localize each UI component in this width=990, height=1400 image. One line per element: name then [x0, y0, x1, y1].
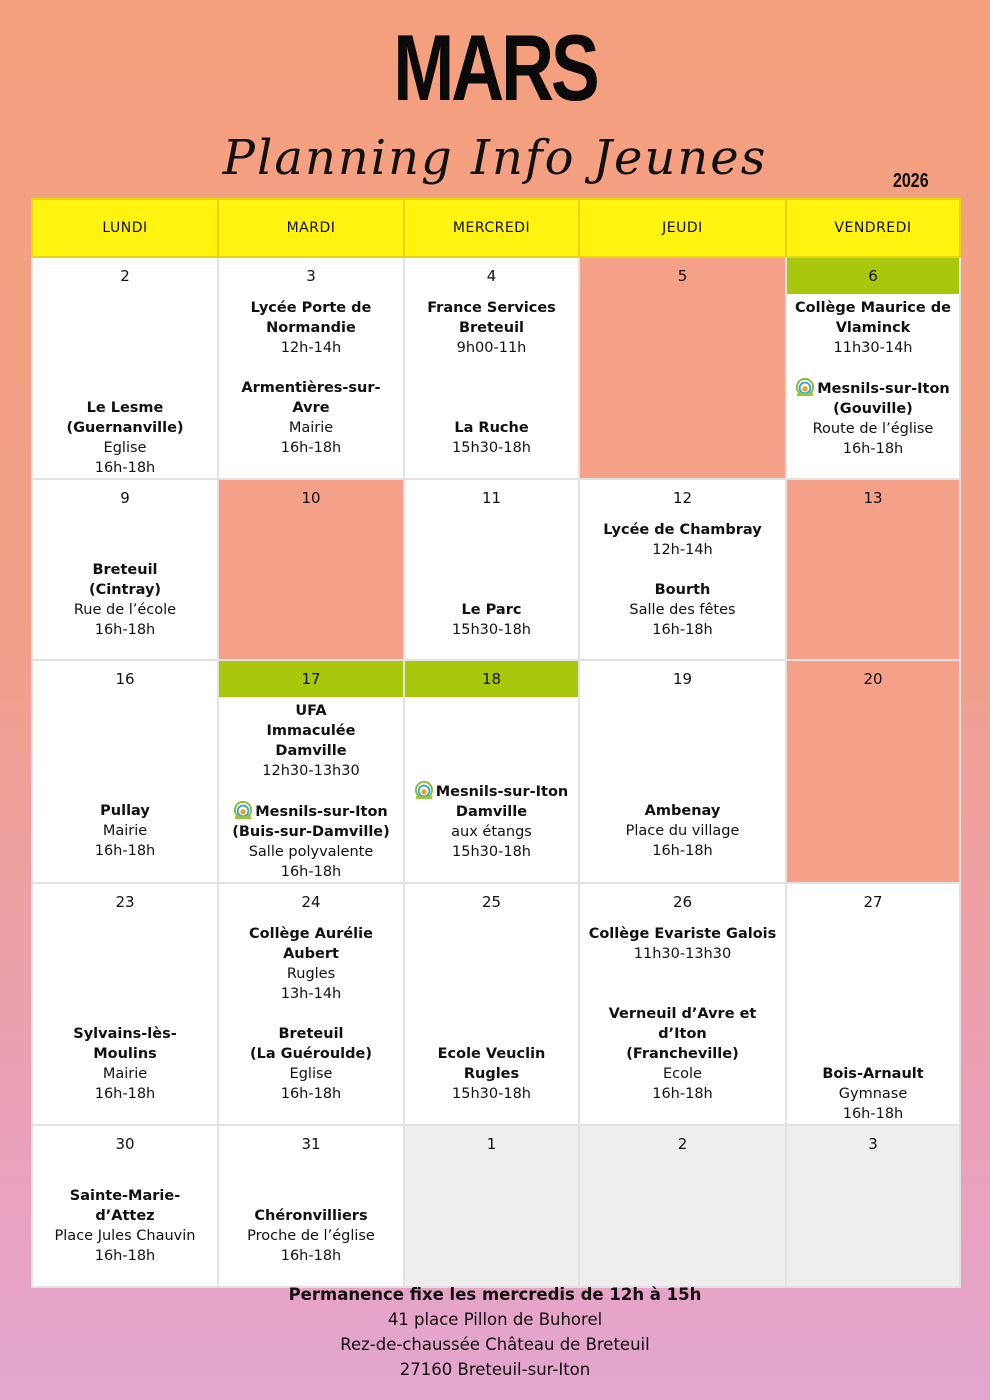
event	[219, 298, 403, 358]
event	[405, 781, 578, 862]
event	[405, 1044, 578, 1104]
day-cell	[218, 1125, 404, 1287]
event-place: Gymnase	[838, 1086, 908, 1102]
event-place: Salle des fêtes	[629, 602, 736, 618]
event-place: Ecole	[663, 1066, 702, 1082]
event-time: 12h-14h	[280, 340, 342, 356]
event-time: 16h-18h	[94, 622, 156, 638]
day-number: 4	[486, 267, 497, 285]
day-number: 23	[115, 893, 135, 911]
event	[787, 1064, 959, 1124]
event	[219, 924, 403, 1004]
day-cell	[404, 257, 579, 479]
event-name: Le Parc	[461, 602, 522, 618]
day-number: 25	[481, 893, 502, 911]
event-sub: (Buis-sur-Damville)	[232, 824, 390, 840]
day-number: 31	[301, 1135, 321, 1153]
weekday-jeudi: JEUDI	[579, 199, 786, 257]
weekday-mercredi: MERCREDI	[404, 199, 579, 257]
event	[580, 520, 785, 560]
event-time: 16h-18h	[652, 622, 713, 638]
day-number: 5	[677, 267, 688, 285]
event	[580, 1004, 785, 1104]
event-name: Mesnils-sur-Iton	[787, 378, 959, 399]
week-row	[32, 1125, 960, 1287]
day-cell	[579, 479, 786, 660]
event	[219, 701, 403, 781]
event-time: 9h00-11h	[456, 340, 527, 356]
day-cell	[404, 479, 579, 660]
event-time: 16h-18h	[280, 1086, 342, 1102]
event-time: 11h30-13h30	[633, 946, 732, 962]
event-time: 16h-18h	[652, 1086, 713, 1102]
event-place: Mairie	[288, 420, 334, 436]
event-time: 16h-18h	[94, 460, 156, 476]
day-cell	[404, 883, 579, 1125]
day-cell-highlighted	[218, 660, 404, 883]
event	[33, 398, 217, 478]
permanence-hours: Permanence fixe les mercredis de 12h à 15h	[288, 1285, 702, 1304]
event	[33, 1186, 217, 1266]
day-number: 20	[863, 670, 883, 688]
day-number: 19	[672, 670, 693, 688]
event-name: Ambenay	[644, 803, 721, 819]
event-place: Mairie	[102, 1066, 148, 1082]
day-cell	[32, 883, 218, 1125]
event-name: Verneuil d’Avre et d’Iton	[608, 1006, 757, 1042]
day-cell-next-month	[786, 1125, 960, 1287]
day-number: 12	[672, 489, 693, 507]
day-cell	[786, 883, 960, 1125]
calendar-grid	[31, 198, 961, 1288]
event-name: Breteuil	[92, 562, 158, 578]
day-cell	[32, 479, 218, 660]
day-number: 10	[301, 489, 321, 507]
event	[580, 580, 785, 640]
day-cell	[218, 257, 404, 479]
mesnils-sur-iton-logo-icon	[415, 781, 433, 799]
event-name: Bois-Arnault	[822, 1066, 924, 1082]
weekday-header-row	[32, 199, 960, 257]
weekday-lundi: LUNDI	[32, 199, 218, 257]
mesnils-sur-iton-logo-icon	[796, 378, 814, 396]
event-time: 16h-18h	[842, 441, 904, 457]
event-name: Pullay	[100, 803, 150, 819]
event-time: 13h-14h	[280, 986, 342, 1002]
event	[219, 801, 403, 882]
event-name: Lycée de Chambray	[603, 522, 762, 538]
event-time: 15h30-18h	[452, 622, 531, 638]
event-name: UFA Immaculée Damville	[266, 703, 356, 759]
event-time: 16h-18h	[280, 1248, 342, 1264]
event-time: 16h-18h	[94, 1086, 156, 1102]
event-time: 11h30-14h	[833, 340, 913, 356]
event-time: 16h-18h	[280, 864, 342, 880]
event-name: Collège Maurice de Vlaminck	[795, 300, 951, 336]
year-label: 2026	[893, 170, 929, 192]
week-row	[32, 257, 960, 479]
event-name: Armentières-sur-Avre	[241, 380, 381, 416]
event	[219, 1206, 403, 1266]
day-number: 1	[486, 1135, 497, 1153]
event-time: 16h-18h	[94, 843, 156, 859]
week-row	[32, 883, 960, 1125]
event-place: Eglise	[289, 1066, 333, 1082]
event-time: 16h-18h	[280, 440, 342, 456]
day-number: 30	[115, 1135, 135, 1153]
address-line-1: 41 place Pillon de Buhorel	[387, 1310, 603, 1329]
week-row	[32, 479, 960, 660]
event-place: Mairie	[102, 823, 148, 839]
mesnils-sur-iton-logo-icon	[234, 801, 252, 819]
event-name: Ecole Veuclin	[437, 1046, 546, 1062]
day-number: 16	[115, 670, 135, 688]
footer-info	[0, 1282, 990, 1382]
event-name: Sainte-Marie-d’Attez	[69, 1188, 181, 1224]
event-time: 12h-14h	[652, 542, 713, 558]
week-row	[32, 660, 960, 883]
event-time: 16h-18h	[652, 843, 713, 859]
event	[405, 600, 578, 640]
event-name: Mesnils-sur-Iton	[219, 801, 403, 822]
page-subtitle: Planning Info Jeunes	[222, 130, 768, 186]
day-number: 24	[301, 893, 321, 911]
day-number: 26	[672, 893, 693, 911]
day-cell	[32, 660, 218, 883]
event-name: Sylvains-lès-Moulins	[73, 1026, 177, 1062]
day-number: 18	[405, 661, 578, 697]
event-sub: (La Guéroulde)	[249, 1046, 372, 1062]
day-cell-closed	[786, 479, 960, 660]
day-number: 2	[677, 1135, 688, 1153]
event-place: Rue de l’école	[73, 602, 177, 618]
event-name: Collège Evariste Galois	[588, 926, 777, 942]
event-time: 16h-18h	[842, 1106, 904, 1122]
day-number: 11	[481, 489, 502, 507]
event	[580, 924, 785, 964]
event-place: aux étangs	[451, 824, 532, 840]
event-time: 15h30-18h	[452, 844, 531, 860]
day-number: 13	[863, 489, 883, 507]
day-cell-closed	[579, 257, 786, 479]
day-number: 17	[219, 661, 403, 697]
event	[219, 378, 403, 458]
event-name: Le Lesme	[86, 400, 164, 416]
day-cell	[579, 883, 786, 1125]
day-cell-next-month	[404, 1125, 579, 1287]
event-time: 12h30-13h30	[262, 763, 360, 779]
event-sub: (Cintray)	[88, 582, 162, 598]
address-line-3: 27160 Breteuil-sur-Iton	[399, 1360, 591, 1379]
event-place: Salle polyvalente	[248, 844, 374, 860]
month-title: MARS	[393, 15, 597, 120]
event-name: Bourth	[654, 582, 711, 598]
event	[33, 560, 217, 640]
event	[580, 801, 785, 861]
day-number: 2	[120, 267, 130, 285]
day-number: 9	[120, 489, 130, 507]
day-cell-closed	[218, 479, 404, 660]
event-name: Breteuil	[278, 1026, 344, 1042]
day-cell	[218, 883, 404, 1125]
event	[219, 1024, 403, 1104]
event-place: Rugles	[286, 966, 336, 982]
event-name: Collège Aurélie Aubert	[249, 926, 373, 962]
event	[787, 298, 959, 358]
event-place: Eglise	[103, 440, 147, 456]
address-line-2: Rez-de-chaussée Château de Breteuil	[340, 1335, 650, 1354]
event	[405, 298, 578, 358]
day-number: 3	[868, 1135, 878, 1153]
day-cell-highlighted	[404, 660, 579, 883]
event-place: Route de l’église	[812, 421, 934, 437]
event-place: Place Jules Chauvin	[54, 1228, 196, 1244]
weekday-vendredi: VENDREDI	[786, 199, 960, 257]
day-cell	[579, 660, 786, 883]
day-cell	[32, 1125, 218, 1287]
event-name: Chéronvilliers	[254, 1208, 368, 1224]
event-name: France Services Breteuil	[427, 300, 556, 336]
event-sub: Rugles	[463, 1066, 520, 1082]
event-name: Mesnils-sur-Iton	[405, 781, 578, 802]
day-number: 3	[306, 267, 316, 285]
event	[405, 418, 578, 458]
event-place: Proche de l’église	[247, 1228, 375, 1244]
event-sub: (Gouville)	[833, 401, 913, 417]
day-cell-closed	[786, 660, 960, 883]
event-time: 16h-18h	[94, 1248, 156, 1264]
event-sub: Damville	[455, 804, 528, 820]
day-cell-next-month	[579, 1125, 786, 1287]
event-place: Place du village	[625, 823, 740, 839]
event-name: Lycée Porte de Normandie	[250, 300, 372, 336]
weekday-mardi: MARDI	[218, 199, 404, 257]
day-cell	[32, 257, 218, 479]
day-cell-highlighted	[786, 257, 960, 479]
event-sub: (Francheville)	[626, 1046, 739, 1062]
event-sub: (Guernanville)	[66, 420, 184, 436]
event-time: 15h30-18h	[452, 1086, 531, 1102]
event	[33, 1024, 217, 1104]
event-name: La Ruche	[454, 420, 529, 436]
event	[33, 801, 217, 861]
event	[787, 378, 959, 459]
event-time: 15h30-18h	[452, 440, 531, 456]
day-number: 6	[787, 258, 959, 294]
day-number: 27	[863, 893, 883, 911]
